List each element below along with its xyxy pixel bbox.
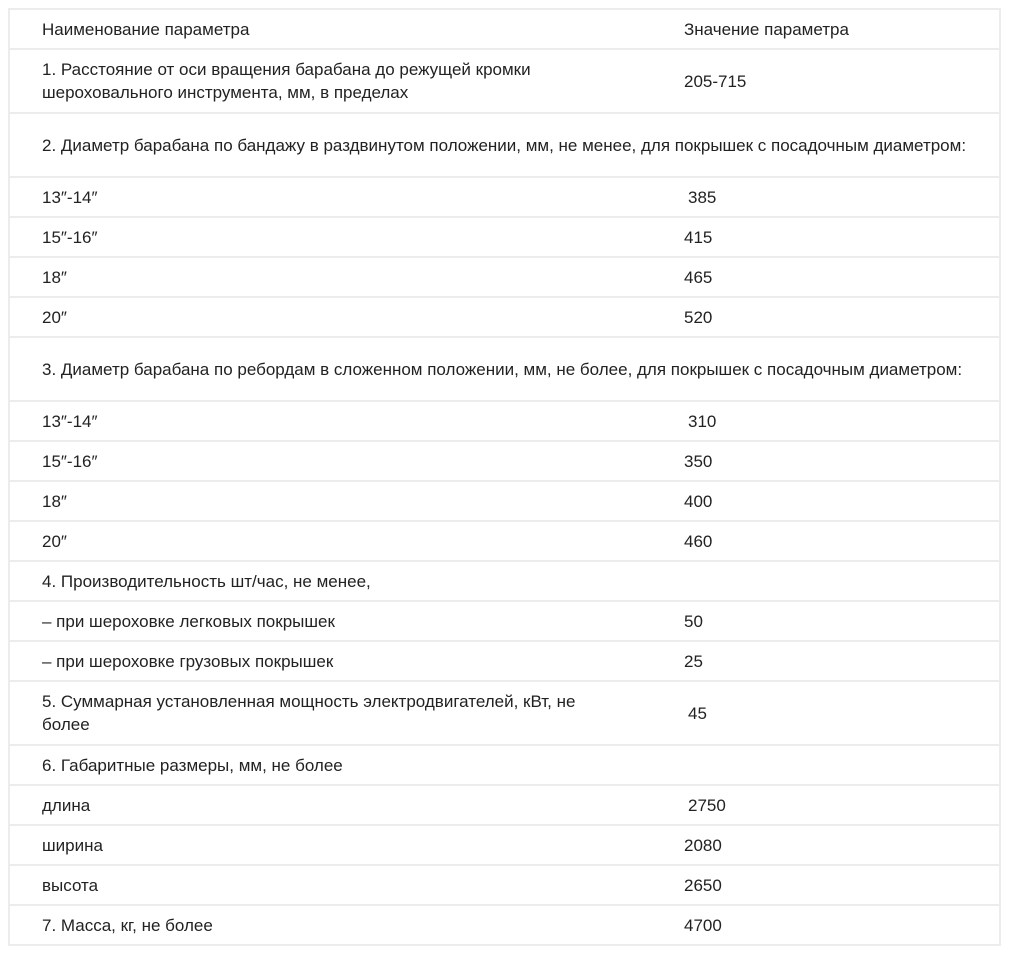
- param-value-cell: 465: [652, 257, 1000, 297]
- param-value-cell: 50: [652, 601, 1000, 641]
- header-name-cell: Наименование параметра: [9, 9, 652, 49]
- param-value-cell: 520: [652, 297, 1000, 337]
- table-row: [9, 521, 1000, 561]
- param-value: 310: [688, 411, 717, 431]
- param-name-cell: высота: [9, 865, 652, 905]
- param-name-cell: 4. Производительность шт/час, не менее,: [9, 561, 652, 601]
- param-name-cell: 13″-14″: [9, 177, 652, 217]
- param-name-cell: – при шероховке легковых покрышек: [9, 601, 652, 641]
- table-row: [9, 641, 1000, 681]
- parameters-table: [8, 8, 1001, 946]
- table-row: [9, 825, 1000, 865]
- param-value-cell: 460: [652, 521, 1000, 561]
- param-value: 385: [688, 187, 717, 207]
- param-name-cell: 7. Масса, кг, не более: [9, 905, 652, 945]
- table-row: [9, 601, 1000, 641]
- param-name-cell: 15″-16″: [9, 217, 652, 257]
- param-section-cell: 2. Диаметр барабана по бандажу в раздвинутом положении, мм, не менее, для покрышек с посадочным диаметром:: [9, 113, 1000, 177]
- param-value-cell: 350: [652, 441, 1000, 481]
- param-name-cell: 20″: [9, 521, 652, 561]
- param-value-cell: [652, 177, 1000, 217]
- param-value-cell: 2650: [652, 865, 1000, 905]
- param-value-cell: 205-715: [652, 49, 1000, 113]
- param-value-cell: [652, 401, 1000, 441]
- param-value: 2750: [688, 795, 726, 815]
- param-value-cell: 25: [652, 641, 1000, 681]
- param-name-cell: 5. Суммарная установленная мощность электродвигателей, кВт, не более: [9, 681, 652, 745]
- param-name-cell: 1. Расстояние от оси вращения барабана до режущей кромки шероховального инструмента, мм, в пределах: [9, 49, 652, 113]
- param-value-cell: 2080: [652, 825, 1000, 865]
- table-row: [9, 217, 1000, 257]
- table-row: [9, 681, 1000, 745]
- param-value-cell: 400: [652, 481, 1000, 521]
- param-name-cell: 20″: [9, 297, 652, 337]
- param-name-cell: 6. Габаритные размеры, мм, не более: [9, 745, 652, 785]
- table-row: [9, 561, 1000, 601]
- param-name-cell: 15″-16″: [9, 441, 652, 481]
- table-row: [9, 177, 1000, 217]
- param-name-cell: 18″: [9, 257, 652, 297]
- param-value-cell: 4700: [652, 905, 1000, 945]
- param-value-cell: [652, 561, 1000, 601]
- param-name-cell: – при шероховке грузовых покрышек: [9, 641, 652, 681]
- param-name-cell: 18″: [9, 481, 652, 521]
- table-row: [9, 401, 1000, 441]
- table-row: [9, 865, 1000, 905]
- table-row: [9, 113, 1000, 177]
- table-row: [9, 49, 1000, 113]
- table-row: [9, 441, 1000, 481]
- parameters-table-container: [8, 8, 1001, 946]
- param-value-cell: [652, 785, 1000, 825]
- table-header-row: [9, 9, 1000, 49]
- table-row: [9, 481, 1000, 521]
- param-name-cell: ширина: [9, 825, 652, 865]
- table-row: [9, 785, 1000, 825]
- table-row: [9, 905, 1000, 945]
- param-name-cell: длина: [9, 785, 652, 825]
- param-value-cell: [652, 745, 1000, 785]
- table-row: [9, 745, 1000, 785]
- param-section-cell: 3. Диаметр барабана по ребордам в сложенном положении, мм, не более, для покрышек с посадочным диаметром:: [9, 337, 1000, 401]
- param-value: 45: [688, 703, 707, 723]
- header-value-cell: Значение параметра: [652, 9, 1000, 49]
- param-value-cell: [652, 681, 1000, 745]
- table-row: [9, 297, 1000, 337]
- table-row: [9, 337, 1000, 401]
- param-name-cell: 13″-14″: [9, 401, 652, 441]
- table-row: [9, 257, 1000, 297]
- param-value-cell: 415: [652, 217, 1000, 257]
